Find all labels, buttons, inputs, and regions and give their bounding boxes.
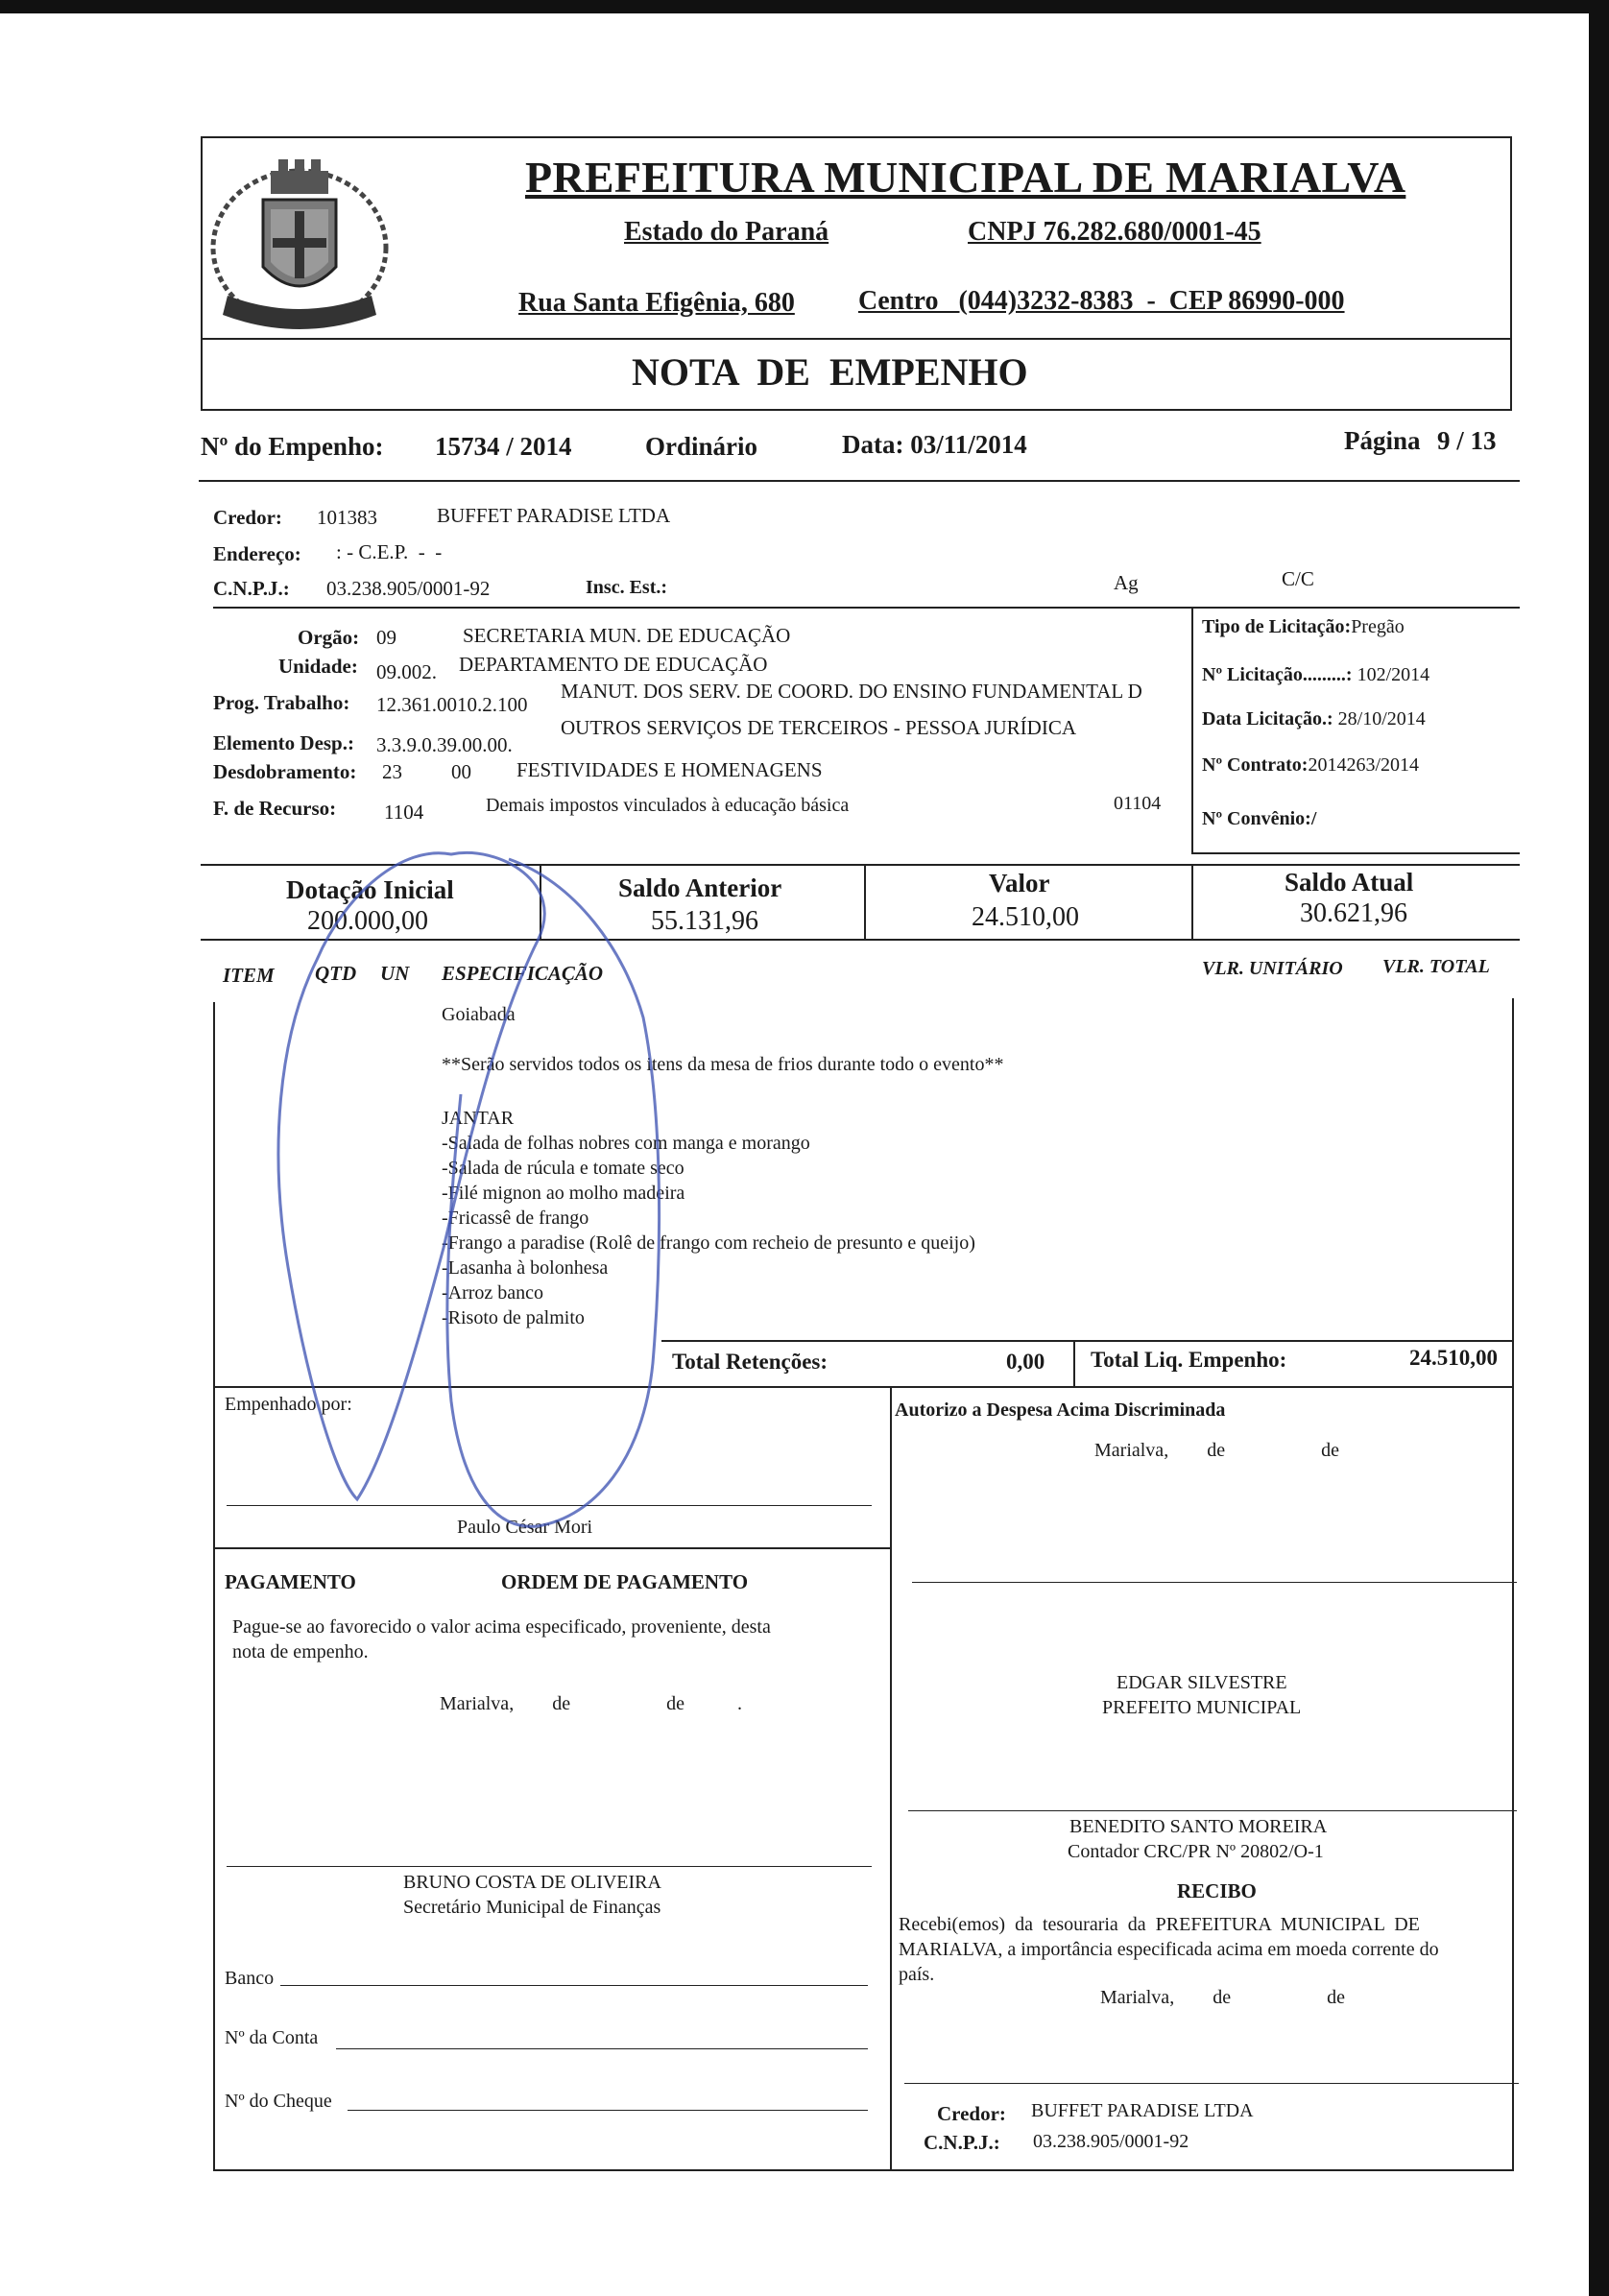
valor-label: Valor xyxy=(989,869,1050,897)
list-item: -Fricassê de frango xyxy=(442,1208,589,1229)
endereco-label: Endereço: xyxy=(213,542,301,565)
orgao-label: Orgão: xyxy=(298,626,360,649)
scan-border-top xyxy=(0,0,1609,13)
unidade-desc: DEPARTAMENTO DE EDUCAÇÃO xyxy=(459,653,768,676)
numero-convenio: Nº Convênio:/ xyxy=(1202,808,1317,829)
orgao-desc: SECRETARIA MUN. DE EDUCAÇÃO xyxy=(463,624,791,647)
divider xyxy=(864,864,866,941)
empenho-number: 15734 / 2014 xyxy=(435,432,572,461)
recurso-desc: Demais impostos vinculados à educação básica xyxy=(486,795,850,816)
banco-line xyxy=(280,1985,868,1986)
header-cnpj: CNPJ 76.282.680/0001-45 xyxy=(968,217,1261,247)
divider xyxy=(1191,852,1520,854)
header-divider xyxy=(203,338,1510,340)
empenhado-name: Paulo César Mori xyxy=(457,1517,593,1538)
saldo-anterior-value: 55.131,96 xyxy=(651,906,758,936)
cnpj-value: 03.238.905/0001-92 xyxy=(326,577,491,600)
list-item: -Lasanha à bolonhesa xyxy=(442,1257,609,1279)
col-item: ITEM xyxy=(223,964,275,987)
numero-licitacao: Nº Licitação.........: 102/2014 xyxy=(1202,664,1430,685)
desdobramento-code: 23 xyxy=(382,760,402,783)
endereco-value: : - C.E.P. - - xyxy=(336,540,443,563)
recibo-line-3: país. xyxy=(899,1964,935,1985)
total-liq-label: Total Liq. Empenho: xyxy=(1091,1348,1287,1372)
scan-border-right xyxy=(1589,0,1609,2296)
desdobramento-code2: 00 xyxy=(451,760,471,783)
col-vlr-unitario: VLR. UNITÁRIO xyxy=(1202,958,1343,979)
elemento-desc: OUTROS SERVIÇOS DE TERCEIROS - PESSOA JURÍDICA xyxy=(561,716,1077,739)
list-item: -Salada de folhas nobres com manga e morango xyxy=(442,1133,810,1154)
prog-desc: MANUT. DOS SERV. DE COORD. DO ENSINO FUNDAMENTAL D xyxy=(561,680,1142,703)
saldo-atual-label: Saldo Atual xyxy=(1285,868,1414,897)
list-item: -Frango a paradise (Rolê de frango com recheio de presunto e queijo) xyxy=(442,1232,975,1254)
cheque-label: Nº do Cheque xyxy=(225,2091,332,2112)
banco-label: Banco xyxy=(225,1968,275,1989)
retencoes-top-line xyxy=(661,1340,1514,1342)
autorizo-date: Marialva, de de xyxy=(1094,1440,1339,1461)
prefeito-title: PREFEITO MUNICIPAL xyxy=(1102,1697,1302,1718)
ordem-pagamento-label: ORDEM DE PAGAMENTO xyxy=(501,1570,749,1593)
ag-label: Ag xyxy=(1114,571,1139,594)
unidade-code: 09.002. xyxy=(376,660,437,683)
autorizo-label: Autorizo a Despesa Acima Discriminada xyxy=(895,1399,1226,1421)
list-item: -Filé mignon ao molho madeira xyxy=(442,1183,685,1204)
recibo-title: RECIBO xyxy=(1177,1879,1257,1902)
dotacao-value: 200.000,00 xyxy=(307,906,428,936)
cheque-line xyxy=(348,2110,868,2111)
pagamento-label: PAGAMENTO xyxy=(225,1570,356,1593)
desdobramento-label: Desdobramento: xyxy=(213,760,357,783)
saldo-atual-value: 30.621,96 xyxy=(1300,898,1407,928)
saldo-anterior-label: Saldo Anterior xyxy=(618,873,782,902)
signature-line xyxy=(912,1582,1517,1583)
col-qtd: QTD xyxy=(315,962,357,985)
conta-line xyxy=(336,2048,868,2049)
main-box-bottom xyxy=(213,2169,1514,2171)
desdobramento-desc: FESTIVIDADES E HOMENAGENS xyxy=(516,758,823,781)
header-address: Rua Santa Efigênia, 680 xyxy=(518,288,795,318)
recibo-cnpj-value: 03.238.905/0001-92 xyxy=(1033,2131,1189,2152)
prog-code: 12.361.0010.2.100 xyxy=(376,693,528,716)
tipo-licitacao: Tipo de Licitação:Pregão xyxy=(1202,616,1405,637)
total-liq-value: 24.510,00 xyxy=(1409,1346,1498,1370)
valor-value: 24.510,00 xyxy=(972,902,1079,932)
insc-est-label: Insc. Est.: xyxy=(586,577,668,598)
cc-label: C/C xyxy=(1282,567,1314,590)
signature-line xyxy=(227,1866,872,1867)
contador-title: Contador CRC/PR Nº 20802/O-1 xyxy=(1068,1841,1324,1862)
main-box-right xyxy=(1512,998,1514,2171)
data-licitacao: Data Licitação.: 28/10/2014 xyxy=(1202,708,1426,729)
conta-label: Nº da Conta xyxy=(225,2027,319,2048)
header-address-contact: Centro (044)3232-8383 - CEP 86990-000 xyxy=(858,286,1345,316)
licitacao-divider xyxy=(1191,609,1193,852)
header-title: PREFEITURA MUNICIPAL DE MARIALVA xyxy=(525,153,1406,202)
list-item: JANTAR xyxy=(442,1108,515,1129)
recurso-code2: 01104 xyxy=(1114,793,1162,814)
divider xyxy=(1073,1342,1075,1386)
col-vlr-total: VLR. TOTAL xyxy=(1382,956,1490,977)
divider xyxy=(213,1547,891,1549)
page-label: Página xyxy=(1344,426,1421,455)
divider xyxy=(213,607,1520,609)
divider xyxy=(1191,864,1193,941)
recibo-credor-name: BUFFET PARADISE LTDA xyxy=(1031,2100,1254,2121)
empenho-type: Ordinário xyxy=(645,432,758,461)
retencoes-value: 0,00 xyxy=(1006,1350,1045,1374)
divider xyxy=(199,480,1520,482)
dotacao-label: Dotação Inicial xyxy=(286,875,454,904)
recibo-line-2: MARIALVA, a importância especificada acima em moeda corrente do xyxy=(899,1939,1439,1960)
signature-line xyxy=(908,1810,1517,1811)
signature-line xyxy=(227,1505,872,1506)
totals-bottom-line xyxy=(201,939,1520,941)
pagamento-date: Marialva, de de . xyxy=(440,1693,742,1714)
recurso-label: F. de Recurso: xyxy=(213,797,337,820)
cnpj-label: C.N.P.J.: xyxy=(213,577,290,600)
page-number: 9 / 13 xyxy=(1437,426,1497,455)
empenho-label: Nº do Empenho: xyxy=(201,432,384,461)
list-item: -Arroz banco xyxy=(442,1282,544,1303)
retencoes-label: Total Retenções: xyxy=(672,1350,829,1374)
document-title: NOTA DE EMPENHO xyxy=(632,350,1028,394)
numero-contrato: Nº Contrato:2014263/2014 xyxy=(1202,754,1420,776)
recibo-line-1: Recebi(emos) da tesouraria da PREFEITURA MUNICIPAL DE xyxy=(899,1914,1420,1935)
col-especificacao: ESPECIFICAÇÃO xyxy=(442,962,604,985)
secretario-name: BRUNO COSTA DE OLIVEIRA xyxy=(403,1872,661,1893)
list-item: **Serão servidos todos os itens da mesa de frios durante todo o evento** xyxy=(442,1054,1004,1075)
recibo-cnpj-label: C.N.P.J.: xyxy=(924,2131,1000,2154)
prefeito-name: EDGAR SILVESTRE xyxy=(1117,1672,1287,1693)
pague-line-1: Pague-se ao favorecido o valor acima especificado, proveniente, desta xyxy=(232,1616,771,1638)
pague-line-2: nota de empenho. xyxy=(232,1641,369,1662)
lower-divider xyxy=(890,1388,892,2169)
header-state: Estado do Paraná xyxy=(624,217,829,247)
empenho-date: Data: 03/11/2014 xyxy=(842,430,1027,459)
contador-name: BENEDITO SANTO MOREIRA xyxy=(1069,1816,1328,1837)
totals-top-line xyxy=(201,864,1520,866)
recibo-date: Marialva, de de xyxy=(1100,1987,1345,2008)
main-box-left xyxy=(213,1002,215,2171)
unidade-label: Unidade: xyxy=(278,655,358,678)
elemento-label: Elemento Desp.: xyxy=(213,731,354,754)
prog-label: Prog. Trabalho: xyxy=(213,691,350,714)
coat-of-arms-logo xyxy=(204,152,396,334)
recurso-code: 1104 xyxy=(384,801,424,824)
credor-name: BUFFET PARADISE LTDA xyxy=(437,504,671,527)
orgao-code: 09 xyxy=(376,626,396,649)
secretario-title: Secretário Municipal de Finanças xyxy=(403,1897,661,1918)
signature-line xyxy=(904,2083,1519,2084)
credor-label: Credor: xyxy=(213,506,282,529)
elemento-code: 3.3.9.0.39.00.00. xyxy=(376,733,513,756)
credor-code: 101383 xyxy=(317,506,377,529)
recibo-credor-label: Credor: xyxy=(937,2102,1006,2125)
retencoes-bottom-line xyxy=(213,1386,1514,1388)
empenhado-label: Empenhado por: xyxy=(225,1394,352,1415)
list-item: -Risoto de palmito xyxy=(442,1307,585,1328)
list-item: Goiabada xyxy=(442,1004,516,1025)
divider xyxy=(540,864,541,941)
list-item: -Salada de rúcula e tomate seco xyxy=(442,1158,684,1179)
col-un: UN xyxy=(380,962,410,985)
